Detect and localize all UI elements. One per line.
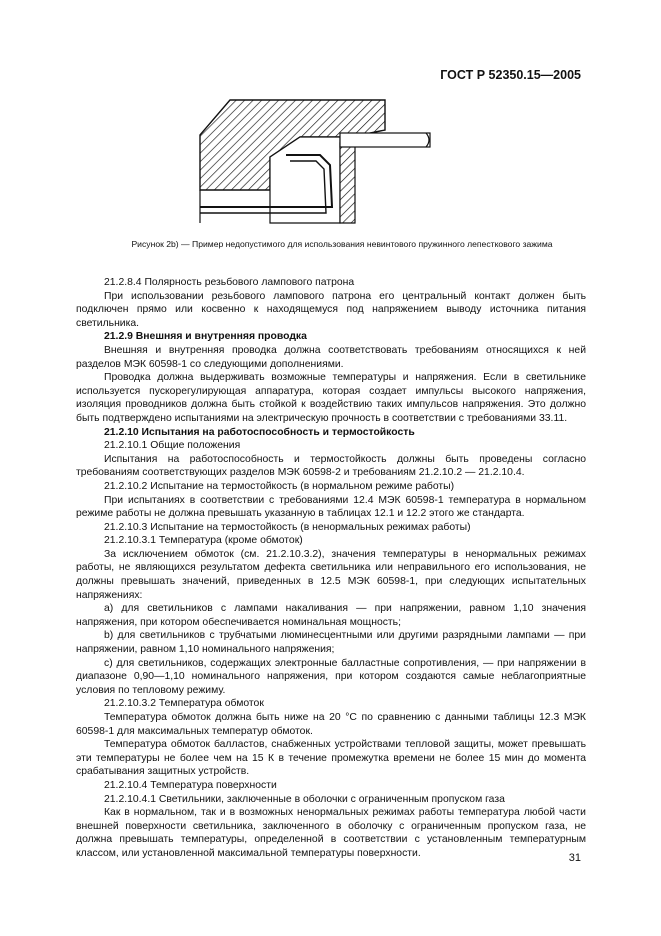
subsection-heading: 21.2.10.3.1 Температура (кроме обмоток) (104, 535, 303, 547)
section-heading: 21.2.10 Испытания на работоспособность и термостойкость (104, 426, 415, 438)
paragraph: Температура обмоток должна быть ниже на 20 °С по сравнению с данными таблицы 12.3 МЭК 60598-1 для максимальных температур обмоток. (76, 712, 586, 737)
paragraph: Внешняя и внутренняя проводка должна соответствовать требованиям относящихся к ней разделов МЭК 60598-1 со следующими дополнениями. (76, 344, 586, 370)
paragraph: Температура обмоток балластов, снабженных устройствами тепловой защиты, может превышать эти температуры не более чем на 15 К в течение промежутка времени не более 15 мин до момента срабатывания защитных устройств. (76, 739, 586, 778)
paragraph: Проводка должна выдерживать возможные температуры и напряжения. Если в светильнике используется пускорегулирующая аппаратура, которая создает импульсы высокого напряжения, изоляция проводников должна быть стойкой к воздействию таких импульсов напряжения. Это должно быть подтверждено испытаниями на электрическую прочность в соответствии с требованиями 33.11. (76, 372, 586, 424)
document-body (76, 276, 586, 861)
paragraph: Как в нормальном, так и в возможных ненормальных режимах работы температура любой части внешней поверхности светильника, заключенного в оболочку с ограниченным пропуском газа, не должна превышать температуры, определенной в соответствии с установленным температурным классом, или установленной максимальной температуры поверхности. (76, 807, 586, 859)
housing-lower-section (340, 143, 355, 223)
standard-header: ГОСТ Р 52350.15—2005 (440, 68, 581, 82)
subsection-heading: 21.2.10.3 Испытание на термостойкость (в ненормальных режимах работы) (104, 521, 471, 533)
page-number: 31 (568, 852, 581, 864)
list-item: а) для светильников с лампами накаливания — при напряжении, равном 1,10 значения напряжения, при котором обеспечивается номинальная мощность; (76, 603, 586, 628)
paragraph: Испытания на работоспособность и термостойкость должны быть проведены согласно требованиям соответствующих разделов МЭК 60598-2 и требованиям 21.2.10.2 — 21.2.10.4. (76, 453, 586, 479)
subsection-heading: 21.2.10.4.1 Светильники, заключенные в оболочки с ограниченным пропуском газа (104, 793, 505, 805)
subsection-heading: 21.2.10.3.2 Температура обмоток (104, 698, 264, 710)
clamp-drawing (190, 95, 440, 230)
subsection-heading: 21.2.10.4 Температура поверхности (104, 779, 277, 791)
clamp-cavity (270, 137, 340, 223)
subsection-heading: 21.2.10.2 Испытание на термостойкость (в нормальном режиме работы) (104, 480, 455, 492)
subsection-heading: 21.2.10.1 Общие положения (104, 440, 241, 452)
figure-caption: Рисунок 2b) — Пример недопустимого для использования невинтового пружинного лепесткового зажима (131, 239, 553, 249)
paragraph: При использовании резьбового лампового патрона его центральный контакт должен быть подключен прямо или косвенно к находящемуся под напряжением выводу источника питания светильника. (76, 290, 586, 329)
paragraph: За исключением обмоток (см. 21.2.10.3.2), значения температуры в ненормальных режимах работы, не являющихся результатом дефекта светильника или неправильного его использования, не должны превышать значений, приведенных в 12.5 МЭК 60598-1, при следующих испытательных напряжениях: (76, 548, 586, 601)
list-item: с) для светильников, содержащих электронные балластные сопротивления, — при напряжении в диапазоне 0,90—1,10 номинального напряжения, при котором создаются самые неблагоприятные условия по тепловому режиму. (76, 657, 586, 696)
section-heading: 21.2.9 Внешняя и внутренняя проводка (104, 331, 307, 343)
subsection-heading: 21.2.8.4 Полярность резьбового лампового патрона (104, 277, 355, 288)
list-item: b) для светильников с трубчатыми люминесцентными или другими разрядными лампами — при напряжении, равном 1,10 номинального напряжения; (76, 630, 586, 656)
wire-conductor (340, 133, 430, 147)
paragraph: При испытаниях в соответствии с требованиями 12.4 МЭК 60598-1 температура в нормальном режиме работы не должна превышать указанную в таблицах 12.1 и 12.2 этого же стандарта. (76, 494, 586, 520)
